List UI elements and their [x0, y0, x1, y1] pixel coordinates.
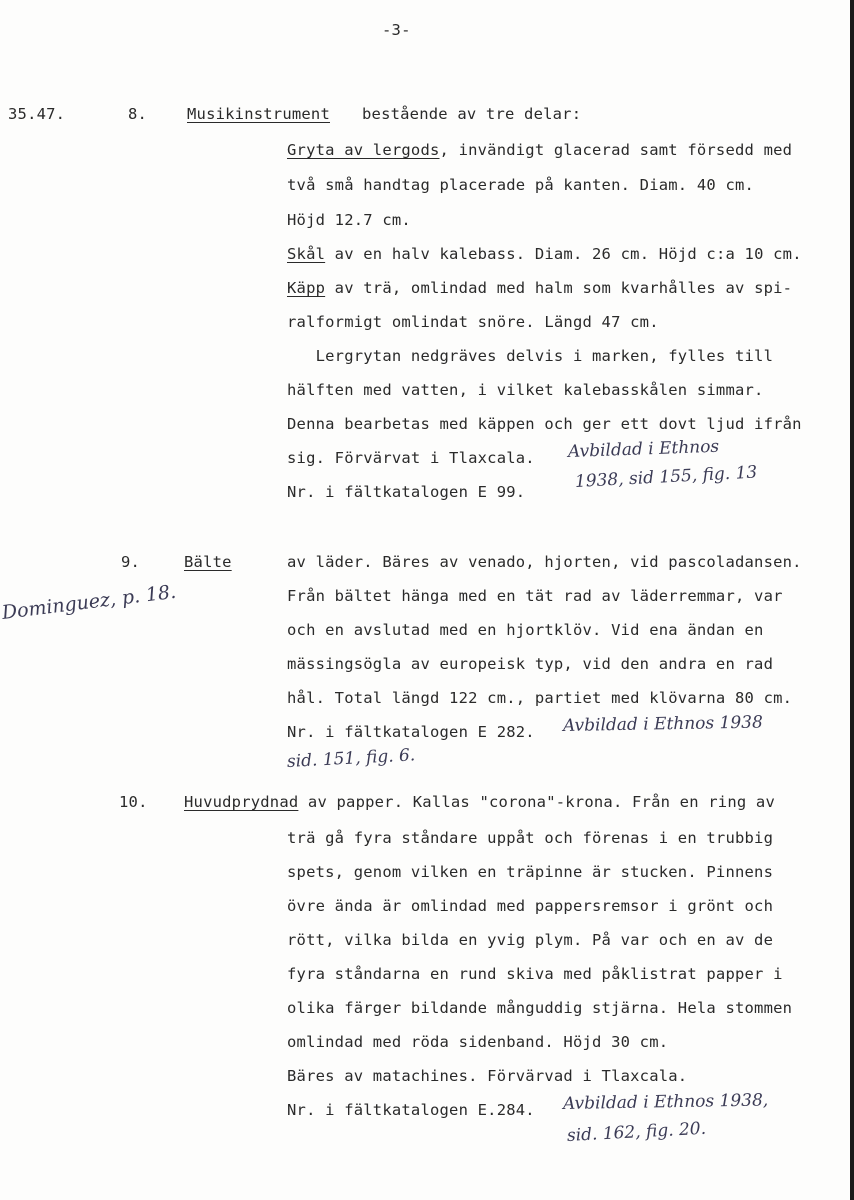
entry-number: 10.	[119, 793, 148, 811]
entry-line: Höjd 12.7 cm.	[287, 211, 411, 229]
catalog-number: 35.47.	[8, 105, 66, 123]
handwritten-note: sid. 151, fig. 6.	[286, 745, 416, 772]
part-name: Käpp	[287, 279, 326, 297]
entry-line: Denna bearbetas med käppen och ger ett dovt ljud ifrån	[287, 415, 802, 433]
entry-line: ralformigt omlindat snöre. Längd 47 cm.	[287, 313, 659, 331]
entry-line: övre ända är omlindad med pappersremsor i grönt och	[287, 897, 774, 915]
entry-line: Nr. i fältkatalogen E.284.	[287, 1101, 535, 1119]
entry-line: Bäres av matachines. Förvärvad i Tlaxcala.	[287, 1067, 688, 1085]
entry-line: Nr. i fältkatalogen E 99.	[287, 483, 526, 501]
entry-number: 8.	[128, 105, 148, 123]
entry-line: av läder. Bäres av venado, hjorten, vid pascoladansen.	[287, 553, 802, 571]
entry-line: hälften med vatten, i vilket kalebasskålen simmar.	[287, 381, 764, 399]
entry-line: Lergrytan nedgräves delvis i marken, fylles till	[287, 347, 774, 365]
handwritten-note: Avbildad i Ethnos	[567, 436, 720, 462]
entry-number: 9.	[121, 553, 141, 571]
entry-line: sig. Förvärvat i Tlaxcala.	[287, 449, 535, 467]
entry-line: Från bältet hänga med en tät rad av läderremmar, var	[287, 587, 783, 605]
entry-line: mässingsögla av europeisk typ, vid den andra en rad	[287, 655, 774, 673]
entry-line: två små handtag placerade på kanten. Diam. 40 cm.	[287, 176, 755, 194]
handwritten-note: Avbildad i Ethnos 1938	[562, 712, 764, 736]
handwritten-note: sid. 162, fig. 20.	[566, 1118, 707, 1146]
entry-line: Gryta av lergods, invändigt glacerad samt försedd med	[287, 141, 793, 159]
part-name: Skål	[287, 245, 326, 263]
part-name: Gryta av lergods	[287, 141, 440, 159]
entry-line: bestående av tre delar:	[362, 105, 582, 123]
entry-line: Käpp av trä, omlindad med halm som kvarhålles av spi-	[287, 279, 793, 297]
entry-line: omlindad med röda sidenband. Höjd 30 cm.	[287, 1033, 669, 1051]
entry-line: fyra ståndarna en rund skiva med påklistrat papper i	[287, 965, 783, 983]
page-number: -3-	[382, 21, 411, 39]
entry-line: hål. Total längd 122 cm., partiet med klövarna 80 cm.	[287, 689, 793, 707]
entry-line: och en avslutad med en hjortklöv. Vid ena ändan en	[287, 621, 764, 639]
entry-line: spets, genom vilken en träpinne är stucken. Pinnens	[287, 863, 774, 881]
entry-title: Huvudprydnad	[184, 793, 299, 811]
handwritten-note: Avbildad i Ethnos 1938,	[562, 1090, 769, 1114]
entry-line: trä gå fyra ståndare uppåt och förenas i en trubbig	[287, 829, 774, 847]
entry-title: Bälte	[184, 553, 232, 571]
entry-line: olika färger bildande månguddig stjärna. Hela stommen	[287, 999, 793, 1017]
entry-line: rött, vilka bilda en yvig plym. På var och en av de	[287, 931, 774, 949]
entry-line: Skål av en halv kalebass. Diam. 26 cm. Höjd c:a 10 cm.	[287, 245, 802, 263]
entry-line: Nr. i fältkatalogen E 282.	[287, 723, 535, 741]
handwritten-margin-note: Dominguez, p. 18.	[0, 580, 178, 624]
entry-title: Musikinstrument	[187, 105, 330, 123]
page-edge	[850, 0, 854, 1200]
handwritten-note: 1938, sid 155, fig. 13	[574, 462, 758, 492]
entry-line: Huvudprydnad av papper. Kallas "corona"-krona. Från en ring av	[184, 793, 775, 811]
